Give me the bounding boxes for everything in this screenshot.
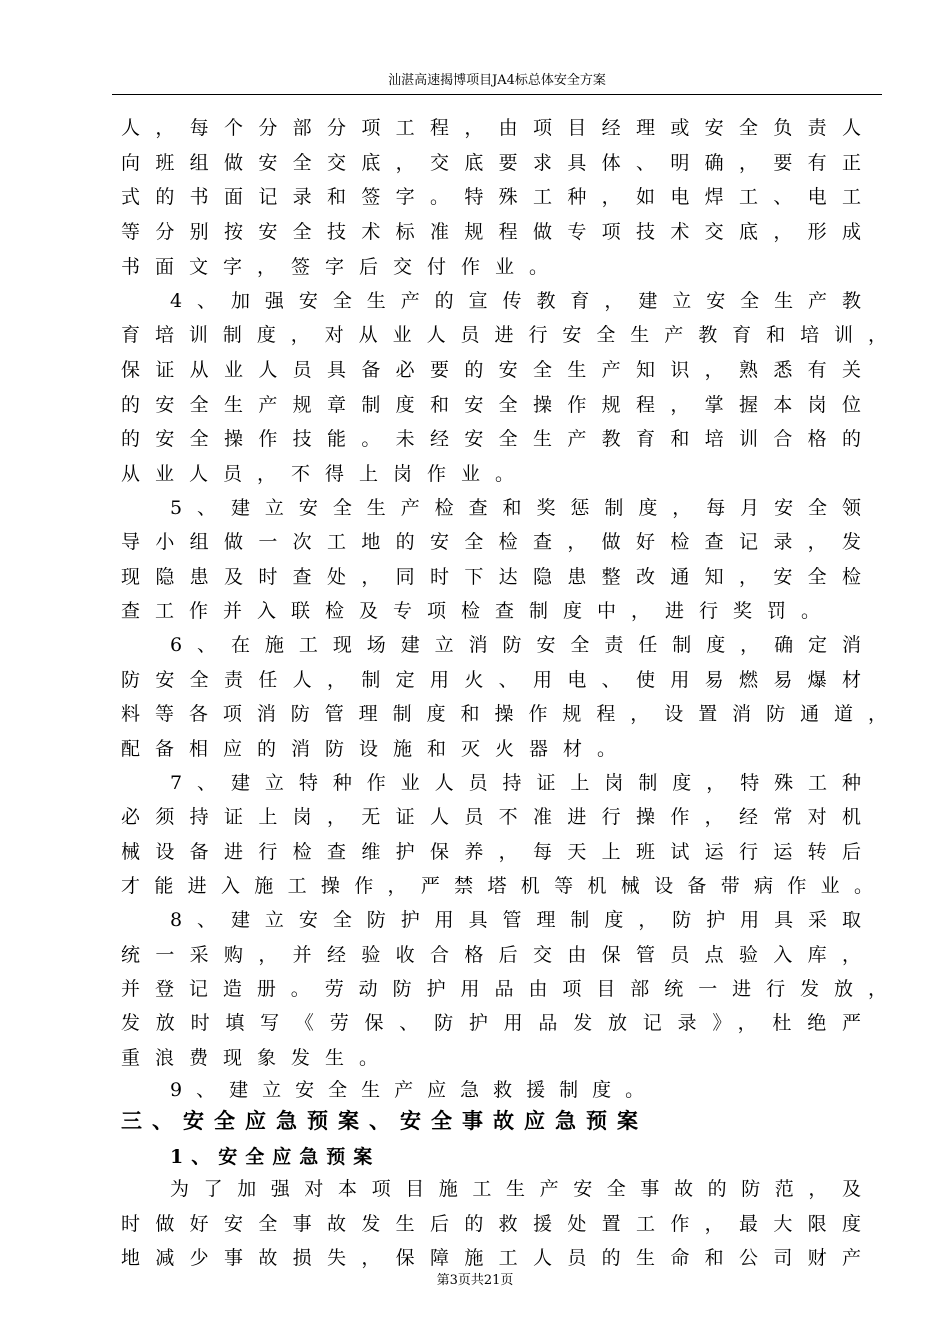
page-footer: 第3页共21页 <box>436 1273 514 1288</box>
body-line: 书面文字，签字后交付作业。 <box>121 256 564 278</box>
body-line: 导小组做一次工地的安全检查，做好检查记录，发 <box>121 531 861 553</box>
page-header: 汕湛高速揭博项目JA4标总体安全方案 <box>388 73 606 88</box>
body-line: 式的书面记录和签字。特殊工种，如电焊工、电工 <box>121 186 861 208</box>
body-line: 重浪费现象发生。 <box>121 1047 394 1069</box>
body-line: 查工作并入联检及专项检查制度中，进行奖罚。 <box>121 600 836 622</box>
body-line: 向班组做安全交底，交底要求具体、明确，要有正 <box>121 152 861 174</box>
body-line: 6、在施工现场建立消防安全责任制度，确定消 <box>170 634 861 656</box>
body-line: 为了加强对本项目施工生产安全事故的防范，及 <box>170 1178 861 1200</box>
body-line: 等分别按安全技术标准规程做专项技术交底，形成 <box>121 221 861 243</box>
body-line: 配备相应的消防设施和灭火器材。 <box>121 738 632 760</box>
body-line: 必须持证上岗，无证人员不准进行操作，经常对机 <box>121 806 861 828</box>
body-line: 现隐患及时查处，同时下达隐患整改通知，安全检 <box>121 566 861 588</box>
body-line: 8、建立安全防护用具管理制度，防护用具采取 <box>170 909 861 931</box>
body-line: 才能进入施工操作，严禁塔机等机械设备带病作业。 <box>121 875 873 897</box>
body-line: 械设备进行检查维护保养，每天上班试运行运转后 <box>121 841 861 863</box>
body-line: 人，每个分部分项工程，由项目经理或安全负责人 <box>121 117 861 139</box>
body-line: 保证从业人员具备必要的安全生产知识，熟悉有关 <box>121 359 861 381</box>
body-line: 发放时填写《劳保、防护用品发放记录》，杜绝严 <box>121 1012 861 1034</box>
body-line: 统一采购，并经验收合格后交由保管员点验入库， <box>121 944 861 966</box>
body-line: 5、建立安全生产检查和奖惩制度，每月安全领 <box>170 497 861 519</box>
body-line: 9、建立安全生产应急救援制度。 <box>170 1079 659 1101</box>
body-line: 的安全生产规章制度和安全操作规程，掌握本岗位 <box>121 394 861 416</box>
header-rule <box>112 94 882 95</box>
body-line: 从业人员，不得上岗作业。 <box>121 463 530 485</box>
body-line: 料等各项消防管理制度和操作规程，设置消防通道， <box>121 703 887 725</box>
subsection-heading: 1、安全应急预案 <box>170 1146 381 1168</box>
body-line: 时做好安全事故发生后的救援处置工作，最大限度 <box>121 1213 861 1235</box>
body-line: 防安全责任人，制定用火、用电、使用易燃易爆材 <box>121 669 861 691</box>
section-heading: 三、安全应急预案、安全事故应急预案 <box>121 1108 648 1133</box>
body-line: 4、加强安全生产的宣传教育，建立安全生产教 <box>170 290 861 312</box>
body-line: 的安全操作技能。未经安全生产教育和培训合格的 <box>121 428 861 450</box>
body-line: 7、建立特种作业人员持证上岗制度，特殊工种 <box>170 772 861 794</box>
body-line: 育培训制度，对从业人员进行安全生产教育和培训， <box>121 324 887 346</box>
body-line: 并登记造册。劳动防护用品由项目部统一进行发放， <box>121 978 887 1000</box>
body-line: 地减少事故损失，保障施工人员的生命和公司财产 <box>121 1247 861 1269</box>
